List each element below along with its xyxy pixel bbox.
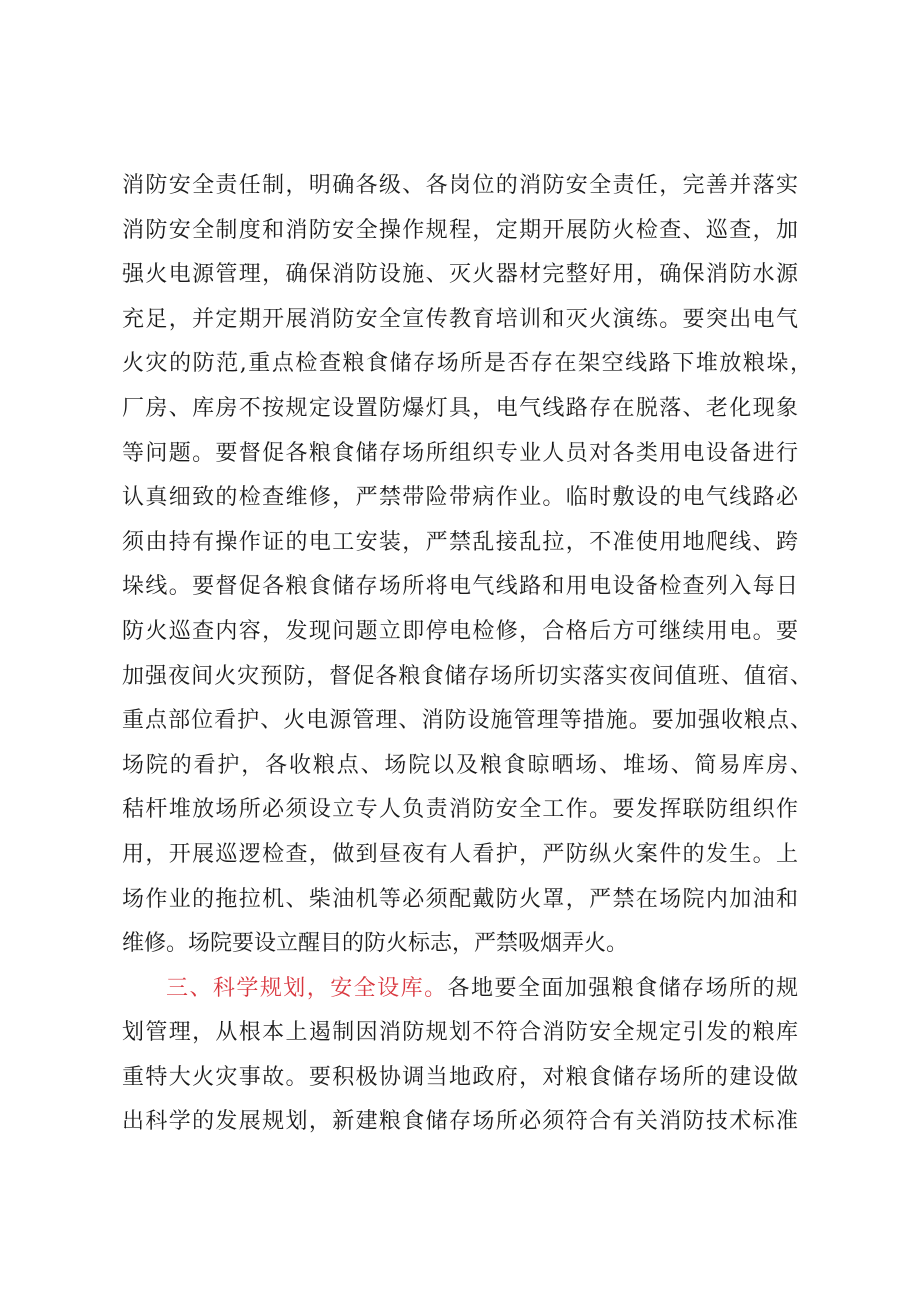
paragraph-2: [122, 967, 798, 1145]
text-line: 消防安全责任制，明确各级、各岗位的消防安全责任，完善并落实: [122, 173, 798, 198]
text-line: 垛线。要督促各粮食储存场所将电气线路和用电设备检查列入每日: [122, 574, 798, 600]
text-line: 须由持有操作证的电工安装，严禁乱接乱拉，不准使用地爬线、跨: [122, 529, 798, 555]
text-line: 充足，并定期开展消防安全宣传教育培训和灭火演练。要突出电气: [122, 306, 798, 332]
section-heading: 三、科学规划，安全设库。: [166, 975, 448, 1001]
text-line: 重特大火灾事故。要积极协调当地政府，对粮食储存场所的建设做: [122, 1064, 798, 1090]
text-line: 认真细致的检查维修，严禁带险带病作业。临时敷设的电气线路必: [122, 485, 798, 511]
document-body: [122, 164, 812, 1145]
heading-line-rest: 各地要全面加强粮食储存场所的规: [447, 975, 798, 1001]
text-line: 厂房、库房不按规定设置防爆灯具，电气线路存在脱落、老化现象: [122, 395, 798, 421]
text-line: 场作业的拖拉机、柴油机等必须配戴防火罩，严禁在场院内加油和: [122, 886, 798, 912]
text-line: 出科学的发展规划，新建粮食储存场所必须符合有关消防技术标准: [122, 1109, 798, 1135]
text-line: 等问题。要督促各粮食储存场所组织专业人员对各类用电设备进行: [122, 440, 798, 466]
text-line: 强火电源管理，确保消防设施、灭火器材完整好用，确保消防水源: [122, 262, 798, 288]
text-line: 重点部位看护、火电源管理、消防设施管理等措施。要加强收粮点、: [122, 708, 812, 734]
text-line: 用，开展巡逻检查，做到昼夜有人看护，严防纵火案件的发生。上: [122, 841, 798, 867]
text-line: 划管理，从根本上遏制因消防规划不符合消防安全规定引发的粮库: [122, 1020, 798, 1046]
text-line: 维修。场院要设立醒目的防火标志，严禁吸烟弄火。: [122, 931, 629, 957]
text-line: 防火巡查内容，发现问题立即停电检修，合格后方可继续用电。要: [122, 618, 798, 644]
paragraph-1: [122, 164, 812, 967]
text-line: 加强夜间火灾预防，督促各粮食储存场所切实落实夜间值班、值宿、: [122, 663, 812, 689]
text-line: 场院的看护，各收粮点、场院以及粮食晾晒场、堆场、简易库房、: [122, 752, 812, 778]
text-line: 火灾的防范,重点检查粮食储存场所是否存在架空线路下堆放粮垛，: [122, 351, 812, 377]
text-line: 秸杆堆放场所必须设立专人负责消防安全工作。要发挥联防组织作: [122, 797, 798, 823]
text-line: [122, 967, 798, 1012]
text-line: 消防安全制度和消防安全操作规程，定期开展防火检查、巡查，加: [122, 217, 798, 243]
